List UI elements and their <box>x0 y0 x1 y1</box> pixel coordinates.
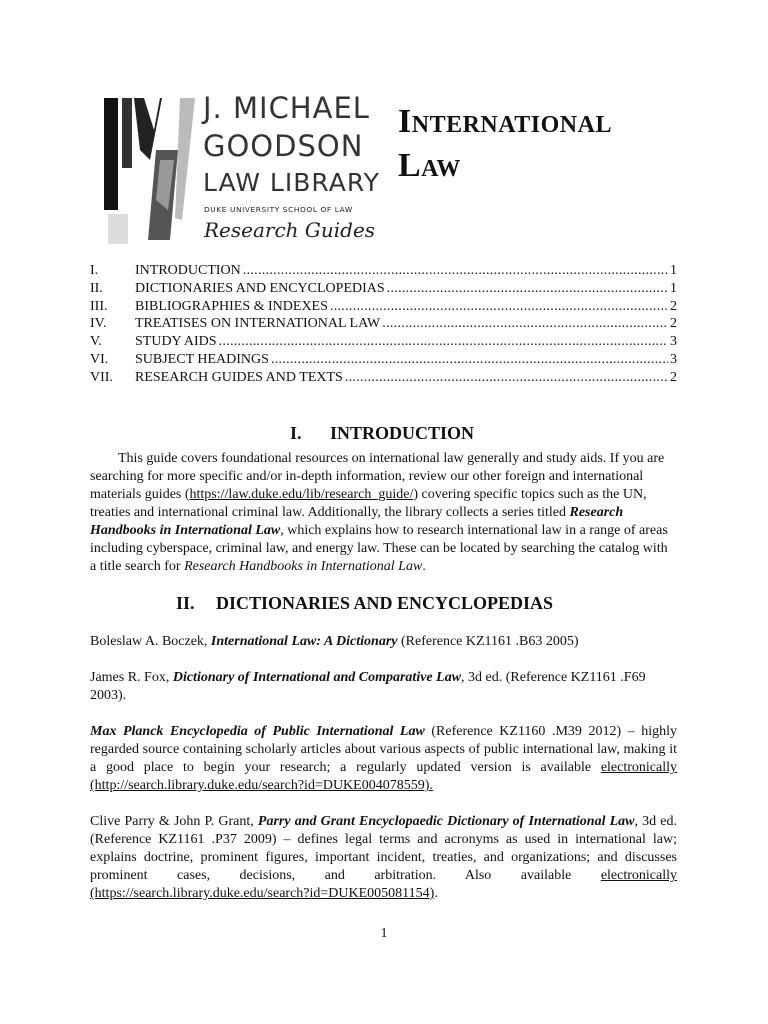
section-title: INTRODUCTION <box>330 423 475 443</box>
document-title-line-2: Law <box>398 147 461 184</box>
intro-text-4: . <box>422 559 426 574</box>
toc-entry[interactable] <box>90 315 677 333</box>
toc-number: V. <box>90 334 102 350</box>
toc-entry[interactable] <box>90 298 677 316</box>
section-number: I. <box>290 423 302 443</box>
page-number: 1 <box>380 926 388 941</box>
toc-leader <box>243 262 668 280</box>
toc-label: STUDY AIDS <box>135 334 217 350</box>
intro-text-2: ) covering specific topics such as the UN, treaties and international criminal law. Additionally, the library collects a series titled <box>90 487 647 520</box>
toc-page: 2 <box>670 298 677 314</box>
toc-label: TREATISES ON INTERNATIONAL LAW <box>135 316 381 332</box>
electronic-link[interactable]: electronically (http://search.library.duke.edu/search?id=DUKE004078559). <box>90 760 677 793</box>
document-title-line-1: International <box>398 103 612 140</box>
entry-details: , 3d ed. (Reference KZ1161 .F69 2003). <box>90 670 646 703</box>
toc-page: 1 <box>670 263 677 278</box>
toc-page: 3 <box>670 334 677 350</box>
entry-author: Boleslaw A. Boczek, <box>90 634 211 649</box>
toc-page: 2 <box>670 369 677 385</box>
table-of-contents <box>90 262 677 387</box>
toc-label: INTRODUCTION <box>135 263 241 278</box>
entry-author: Clive Parry & John P. Grant, <box>90 814 258 829</box>
toc-leader <box>330 298 668 316</box>
toc-number: I. <box>90 263 99 278</box>
entry-max-planck <box>90 723 677 795</box>
toc-number: VII. <box>90 369 113 385</box>
toc-entry[interactable] <box>90 333 677 351</box>
toc-leader <box>219 333 668 351</box>
logo-line-1: J. MICHAEL <box>203 91 370 125</box>
toc-leader <box>382 315 668 333</box>
toc-entry[interactable] <box>90 369 677 387</box>
section-number: II. <box>176 593 195 613</box>
toc-leader <box>387 280 668 298</box>
toc-number: IV. <box>90 316 107 332</box>
section-heading-introduction <box>290 423 474 444</box>
toc-number: II. <box>90 280 103 296</box>
logo-subtitle: DUKE UNIVERSITY SCHOOL OF LAW <box>204 205 353 214</box>
toc-page: 2 <box>670 316 677 332</box>
toc-number: VI. <box>90 351 109 367</box>
library-logo <box>100 88 380 248</box>
series-title: Research Handbooks in International Law <box>90 505 624 538</box>
toc-label: SUBJECT HEADINGS <box>135 351 269 367</box>
toc-label: DICTIONARIES AND ENCYCLOPEDIAS <box>135 280 385 296</box>
entry-author: James R. Fox, <box>90 670 173 685</box>
intro-text-1: This guide covers foundational resources on international law generally and study aids. If you are searching for more specific and/or in-depth information, review our other foreign and international materials guides ( <box>90 451 665 502</box>
introduction-paragraph <box>90 450 677 576</box>
toc-entry[interactable] <box>90 351 677 369</box>
section-title: DICTIONARIES AND ENCYCLOPEDIAS <box>216 593 554 613</box>
entry-parry-grant <box>90 813 677 903</box>
logo-line-2: GOODSON <box>203 129 364 163</box>
entry-details: , 3d ed. (Reference KZ1161 .P37 2009) – defines legal terms and acronyms as used in international law; explains doctrine, prominent figures, important incident, treaties, and organizations; and discusses prominent cases, decisions, and arbitration. Also available <box>90 814 677 883</box>
toc-number: III. <box>90 298 108 314</box>
toc-entry[interactable] <box>90 280 677 298</box>
section-heading-dictionaries <box>176 593 553 614</box>
toc-leader <box>271 351 668 369</box>
toc-page: 1 <box>670 280 677 296</box>
entry-boczek <box>90 633 677 651</box>
electronic-link[interactable]: electronically (https://search.library.duke.edu/search?id=DUKE005081154) <box>90 868 677 901</box>
intro-text-3: , which explains how to research international law in a range of areas including cyberspace, criminal law, and energy law. These can be located by searching the catalog with a title search for <box>90 523 668 574</box>
toc-entry[interactable] <box>90 262 677 280</box>
toc-label: BIBLIOGRAPHIES & INDEXES <box>135 298 328 314</box>
library-emblem-icon <box>100 90 200 250</box>
entry-title: Parry and Grant Encyclopaedic Dictionary of International Law <box>257 814 635 829</box>
series-title-search: Research Handbooks in International Law <box>184 559 423 574</box>
logo-line-3: LAW LIBRARY <box>203 168 380 197</box>
entry-title: Dictionary of International and Comparative Law <box>172 670 462 685</box>
toc-page: 3 <box>670 351 677 367</box>
document-title <box>398 100 612 188</box>
logo-research-guides: Research Guides <box>204 218 376 242</box>
toc-label: RESEARCH GUIDES AND TEXTS <box>135 369 343 385</box>
entry-details: (Reference KZ1161 .B63 2005) <box>397 634 579 649</box>
entry-end: . <box>434 886 438 901</box>
entry-details: (Reference KZ1160 .M39 2012) – highly regarded source containing scholarly articles about various aspects of public international law, making it a good place to begin your research; a regularly updated version is available <box>90 724 677 775</box>
research-guides-link[interactable]: https://law.duke.edu/lib/research_guide/ <box>189 487 414 502</box>
entry-title: International Law: A Dictionary <box>210 634 398 649</box>
toc-leader <box>345 369 668 387</box>
entry-fox <box>90 669 677 705</box>
entry-title: Max Planck Encyclopedia of Public International Law <box>90 724 425 739</box>
